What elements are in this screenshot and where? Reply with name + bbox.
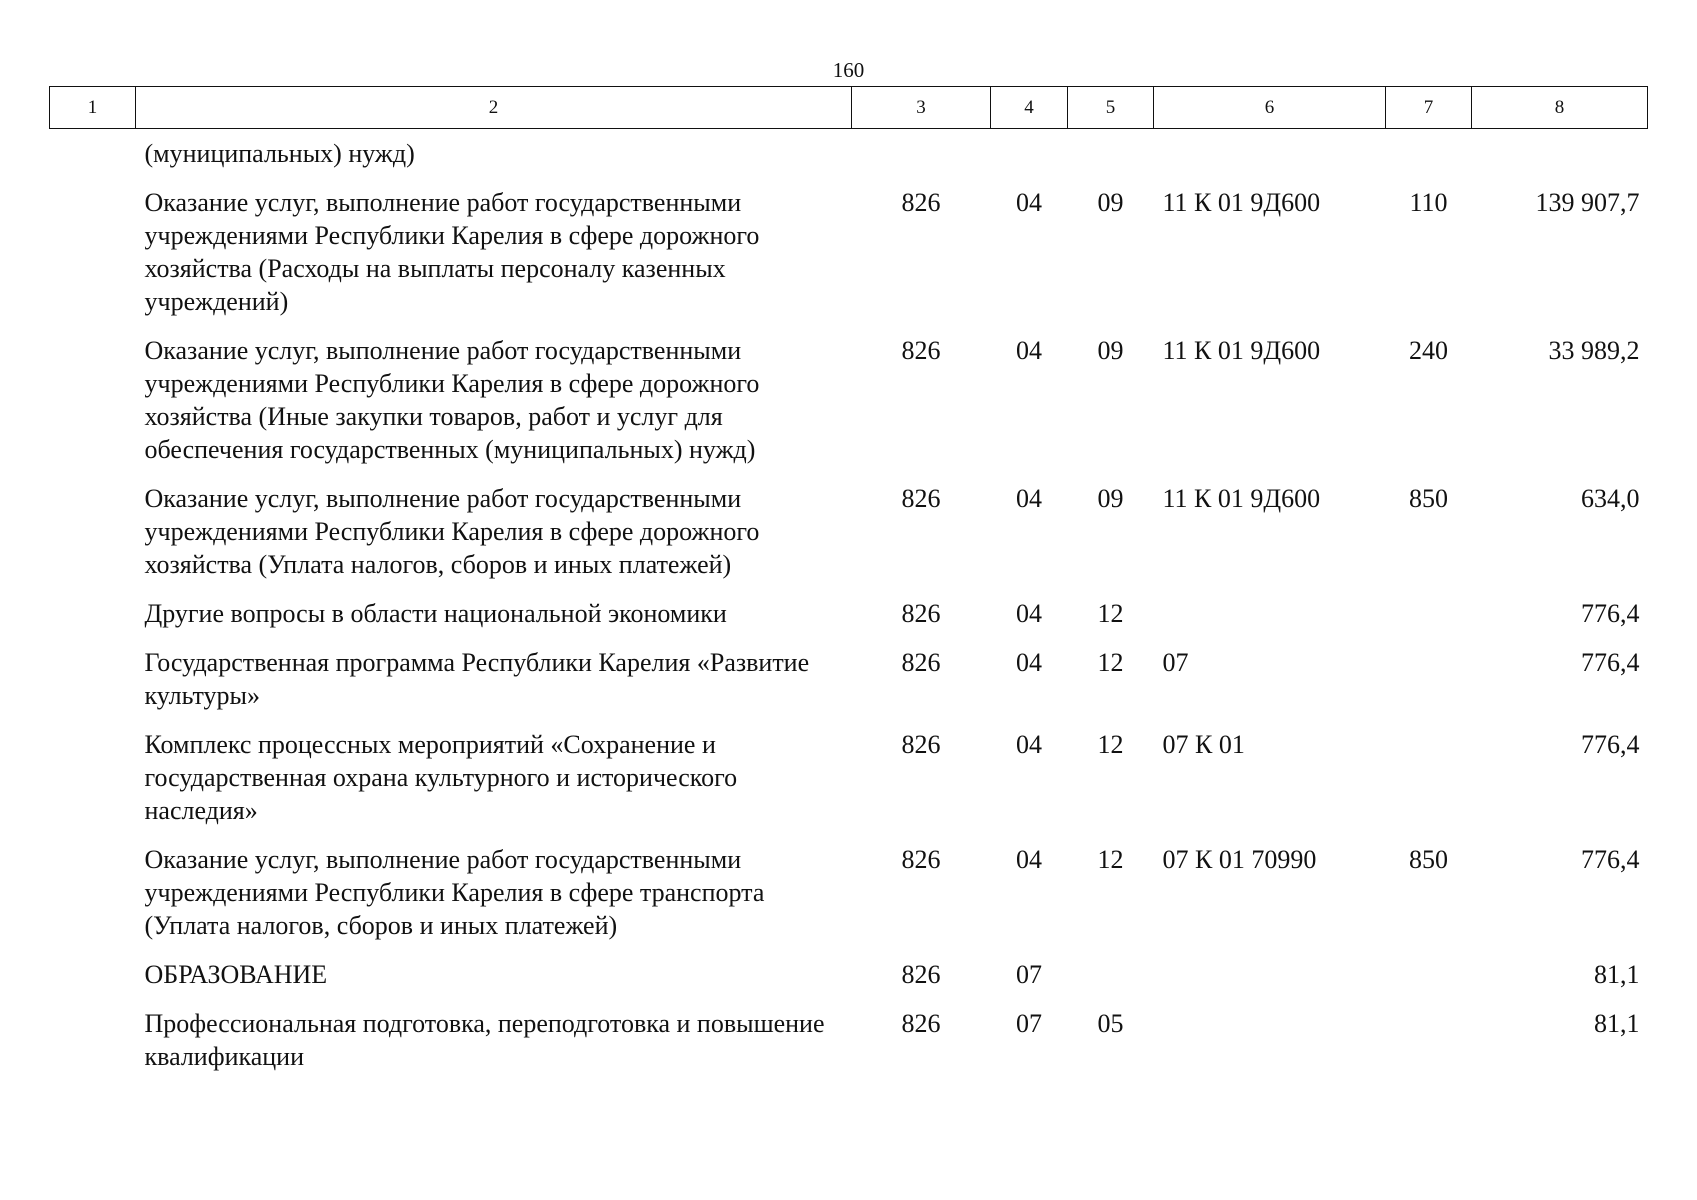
table-row xyxy=(50,186,1648,334)
row-expense-type: 110 xyxy=(1409,188,1448,217)
row-amount: 776,4 xyxy=(1581,599,1640,628)
row-number-cell xyxy=(50,843,136,958)
row-ved-code: 826 xyxy=(901,845,941,874)
budget-table xyxy=(49,86,1648,1089)
row-expense-type xyxy=(1386,597,1472,646)
row-target-article xyxy=(1154,1007,1386,1089)
row-name: Другие вопросы в области национальной экономики xyxy=(144,599,727,628)
row-section xyxy=(991,129,1068,187)
table-row xyxy=(50,843,1648,958)
row-number-cell xyxy=(50,597,136,646)
row-target-article xyxy=(1154,597,1386,646)
column-header-6: 6 xyxy=(1154,87,1386,129)
row-amount: 139 907,7 xyxy=(1535,188,1640,217)
page-number: 160 xyxy=(832,58,865,82)
column-header-3: 3 xyxy=(852,87,991,129)
row-name: Оказание услуг, выполнение работ государственными учреждениями Республики Карелия в сфере дорожного хозяйства (Уплата налогов, сборов и иных платежей) xyxy=(144,484,760,579)
row-section: 07 xyxy=(1016,960,1042,989)
row-section: 04 xyxy=(1016,188,1042,217)
row-section: 07 xyxy=(1016,1009,1042,1038)
row-ved-code xyxy=(852,129,991,187)
row-expense-type: 240 xyxy=(1409,336,1448,365)
row-target-article: 11 К 01 9Д600 xyxy=(1162,484,1321,513)
row-subsection: 09 xyxy=(1097,188,1124,217)
row-amount: 81,1 xyxy=(1594,960,1640,989)
row-number-cell xyxy=(50,482,136,597)
row-ved-code: 826 xyxy=(901,960,941,989)
row-number-cell xyxy=(50,1007,136,1089)
row-amount: 776,4 xyxy=(1581,845,1640,874)
row-ved-code: 826 xyxy=(901,648,941,677)
column-header-1: 1 xyxy=(50,87,136,129)
table-row xyxy=(50,334,1648,482)
table-row xyxy=(50,646,1648,728)
row-section: 04 xyxy=(1016,730,1042,759)
row-section: 04 xyxy=(1016,648,1042,677)
row-amount: 776,4 xyxy=(1581,648,1640,677)
row-name: (муниципальных) нужд) xyxy=(144,139,415,168)
table-row xyxy=(50,1007,1648,1089)
row-subsection: 12 xyxy=(1097,845,1124,874)
column-header-8: 8 xyxy=(1472,87,1648,129)
row-target-article: 07 К 01 xyxy=(1162,730,1245,759)
row-ved-code: 826 xyxy=(901,336,941,365)
row-number-cell xyxy=(50,728,136,843)
row-subsection xyxy=(1068,958,1154,1007)
row-name: Оказание услуг, выполнение работ государственными учреждениями Республики Карелия в сфере дорожного хозяйства (Иные закупки товаров, работ и услуг для обеспечения государственных (муниципальных) нужд) xyxy=(144,336,760,464)
row-number-cell xyxy=(50,186,136,334)
table-row xyxy=(50,129,1648,187)
row-ved-code: 826 xyxy=(901,188,941,217)
row-name: Комплекс процессных мероприятий «Сохранение и государственная охрана культурного и исторического наследия» xyxy=(144,730,738,825)
row-section: 04 xyxy=(1016,599,1042,628)
row-expense-type: 850 xyxy=(1409,484,1448,513)
row-number-cell xyxy=(50,334,136,482)
row-number-cell xyxy=(50,646,136,728)
row-amount: 634,0 xyxy=(1581,484,1640,513)
row-section: 04 xyxy=(1016,845,1042,874)
row-section: 04 xyxy=(1016,484,1042,513)
row-ved-code: 826 xyxy=(901,599,941,628)
row-subsection: 12 xyxy=(1097,599,1124,628)
row-subsection: 09 xyxy=(1097,484,1124,513)
row-number-cell xyxy=(50,958,136,1007)
row-expense-type xyxy=(1386,958,1472,1007)
row-subsection: 12 xyxy=(1097,648,1124,677)
column-header-4: 4 xyxy=(991,87,1068,129)
row-name: ОБРАЗОВАНИЕ xyxy=(144,960,328,989)
row-amount: 776,4 xyxy=(1581,730,1640,759)
row-name: Профессиональная подготовка, переподготовка и повышение квалификации xyxy=(144,1009,825,1071)
row-expense-type: 850 xyxy=(1409,845,1448,874)
row-amount: 33 989,2 xyxy=(1548,336,1640,365)
row-expense-type xyxy=(1386,129,1472,187)
row-expense-type xyxy=(1386,1007,1472,1089)
table-body xyxy=(50,129,1648,1090)
row-ved-code: 826 xyxy=(901,730,941,759)
column-header-7: 7 xyxy=(1386,87,1472,129)
row-target-article xyxy=(1154,129,1386,187)
row-name: Оказание услуг, выполнение работ государственными учреждениями Республики Карелия в сфере транспорта (Уплата налогов, сборов и иных платежей) xyxy=(144,845,765,940)
column-header-5: 5 xyxy=(1068,87,1154,129)
row-ved-code: 826 xyxy=(901,484,941,513)
row-ved-code: 826 xyxy=(901,1009,941,1038)
row-expense-type xyxy=(1386,646,1472,728)
row-target-article xyxy=(1154,958,1386,1007)
row-target-article: 07 К 01 70990 xyxy=(1162,845,1317,874)
row-target-article: 07 xyxy=(1162,648,1189,677)
row-subsection xyxy=(1068,129,1154,187)
table-header xyxy=(50,87,1648,129)
row-expense-type xyxy=(1386,728,1472,843)
row-name: Государственная программа Республики Карелия «Развитие культуры» xyxy=(144,648,810,710)
row-number-cell xyxy=(50,129,136,187)
row-amount xyxy=(1472,129,1648,187)
row-amount: 81,1 xyxy=(1594,1009,1640,1038)
table-row xyxy=(50,482,1648,597)
row-target-article: 11 К 01 9Д600 xyxy=(1162,336,1321,365)
row-subsection: 09 xyxy=(1097,336,1124,365)
header-row xyxy=(50,87,1648,129)
table-row xyxy=(50,958,1648,1007)
table-row xyxy=(50,597,1648,646)
column-header-2: 2 xyxy=(136,87,852,129)
table-row xyxy=(50,728,1648,843)
row-subsection: 12 xyxy=(1097,730,1124,759)
row-section: 04 xyxy=(1016,336,1042,365)
row-subsection: 05 xyxy=(1097,1009,1124,1038)
row-target-article: 11 К 01 9Д600 xyxy=(1162,188,1321,217)
row-name: Оказание услуг, выполнение работ государственными учреждениями Республики Карелия в сфере дорожного хозяйства (Расходы на выплаты персоналу казенных учреждений) xyxy=(144,188,760,316)
